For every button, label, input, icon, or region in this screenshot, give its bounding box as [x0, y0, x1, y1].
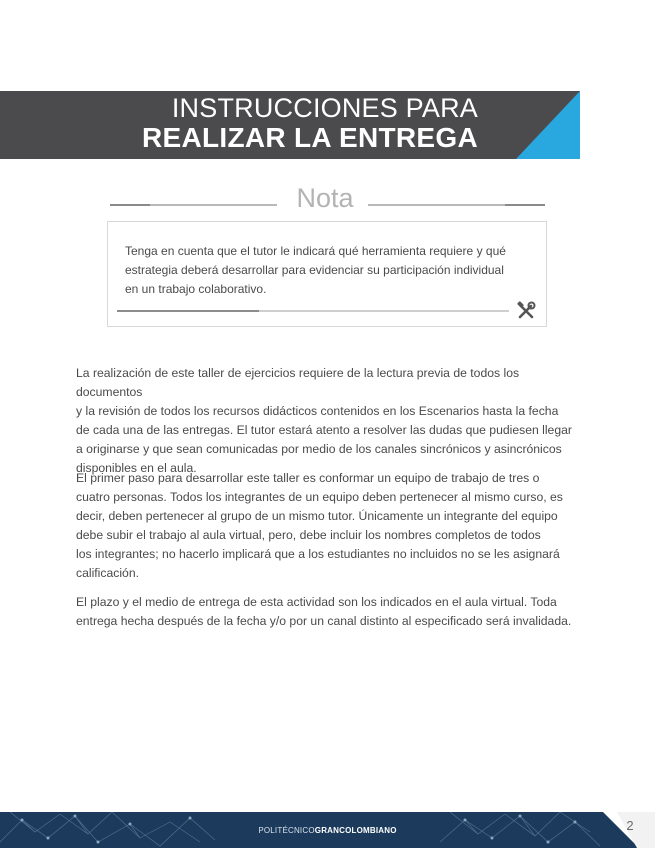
paragraph-line: disponibles en el aula. [76, 461, 197, 475]
paragraph-line: y la revisión de todos los recursos didácticos contenidos en los Escenarios hasta la fecha [76, 404, 559, 418]
paragraph-line: La realización de este taller de ejercicios requiere de la lectura previa de todos los documentos [76, 366, 520, 399]
body-paragraph-2 [76, 469, 586, 583]
note-title: Nota [296, 183, 354, 213]
note-line: estrategia deberá desarrollar para evidenciar su participación individual [125, 263, 504, 277]
paragraph-line: los integrantes; no hacerlo implicará que a los estudiantes no incluidos no se les asignará [76, 547, 560, 561]
tools-icon [516, 301, 536, 321]
body-paragraph-3 [76, 593, 586, 631]
paragraph-line: El plazo y el medio de entrega de esta actividad son los indicados en el aula virtual. Toda [76, 595, 557, 609]
paragraph-line: decir, deben pertenecer al grupo de un mismo tutor. Únicamente un integrante del equipo [76, 509, 558, 523]
body-paragraph-1 [76, 364, 586, 478]
header-accent-triangle [516, 91, 580, 159]
footer-brand [0, 826, 655, 836]
nota-rule-left-accent [110, 204, 150, 206]
paragraph-line: El primer paso para desarrollar este taller es conformar un equipo de trabajo de tres o [76, 471, 540, 485]
paragraph-line: debe subir el trabajo al aula virtual, pero, debe incluir los nombres completos de todos [76, 528, 541, 542]
note-line: Tenga en cuenta que el tutor le indicará qué herramienta requiere y qué [125, 244, 506, 258]
header-title-line1: INSTRUCCIONES PARA [171, 93, 478, 123]
paragraph-line: calificación. [76, 566, 139, 580]
brand-name-bold: GRANCOLOMBIANO [314, 826, 397, 835]
paragraph-line: a originarse y que sean comunicadas por medio de los canales sincrónicos y asincrónicos [76, 442, 562, 456]
paragraph-line: entrega hecha después de la fecha y/o por un canal distinto al especificado será invalidada. [76, 614, 572, 628]
note-text [125, 242, 530, 299]
paragraph-line: de cada una de las entregas. El tutor estará atento a resolver las dudas que pudiesen llegar [76, 423, 572, 437]
header-title-line2: REALIZAR LA ENTREGA [142, 122, 478, 153]
paragraph-line: cuatro personas. Todos los integrantes de un equipo deben pertenecer al mismo curso, es [76, 490, 563, 504]
brand-name-light: POLITÉCNICO [258, 826, 315, 835]
note-divider-accent [117, 310, 259, 312]
nota-rule-right-accent [505, 204, 545, 206]
page-number: 2 [626, 818, 634, 833]
note-line: en un trabajo colaborativo. [125, 282, 267, 296]
